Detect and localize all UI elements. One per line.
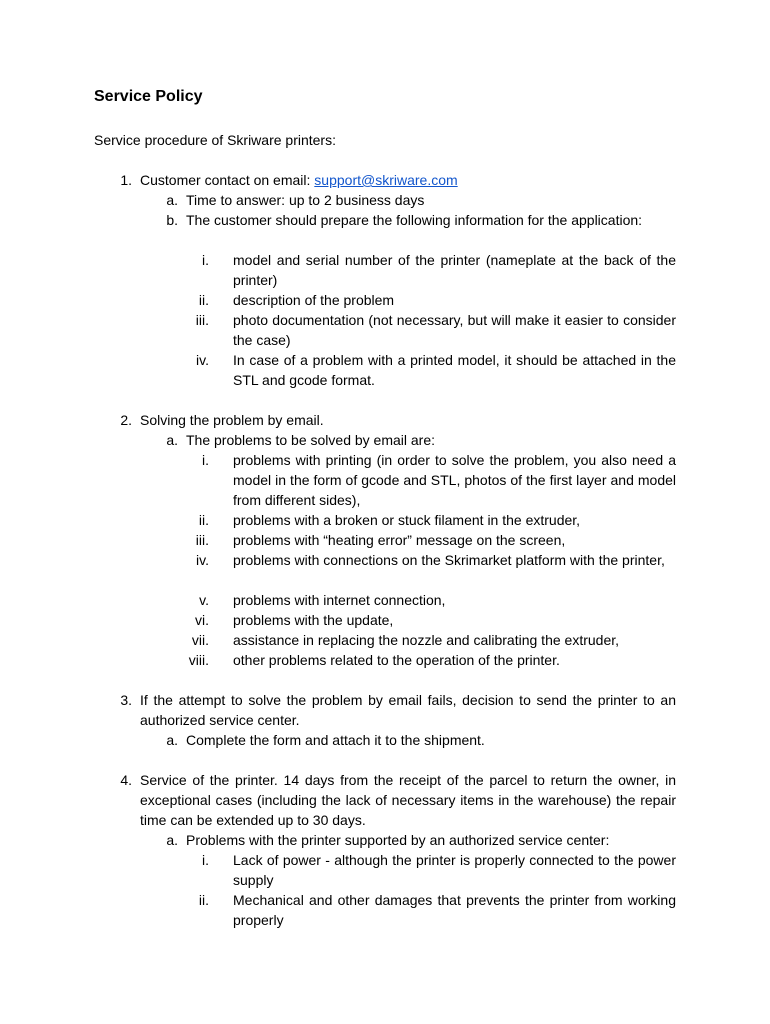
list-marker: ii. [198,512,209,528]
list-item-text: description of the problem [233,292,395,308]
intro-paragraph: Service procedure of Skriware printers: [94,132,336,148]
list-marker: i. [202,252,209,268]
list-item-text: problems with connections on the Skrimarket platform with the printer, [233,552,665,568]
list-marker: v. [199,592,209,608]
list-marker: i. [202,452,209,468]
list-item-text: The problems to be solved by email are: [186,432,436,448]
list-marker: vii. [191,632,209,648]
list-marker: viii. [188,652,209,668]
list-marker: iii. [195,532,209,548]
list-item-text: Lack of power - although the printer is properly connected to the power supply [233,852,676,888]
list-item-text: problems with internet connection, [233,592,446,608]
list-marker: a. [166,432,178,448]
list-item-text [140,170,676,190]
list-item-text: Service of the printer. 14 days from the receipt of the parcel to return the owner, in exceptional cases (including the lack of necessary items in the warehouse) the repair time can be extended up to 30 days. [140,772,676,828]
list-marker: 2. [120,412,132,428]
list-item-text: If the attempt to solve the problem by email fails, decision to send the printer to an authorized service center. [140,692,676,728]
list-marker: ii. [198,292,209,308]
list-item-text: problems with the update, [233,612,394,628]
list-marker: b. [166,212,178,228]
list-marker: ii. [198,892,209,908]
list-item-text: Solving the problem by email. [140,412,324,428]
list-marker: 4. [120,772,132,788]
list-item-text: problems with printing (in order to solve the problem, you also need a model in the form of gcode and STL, photos of the first layer and model from different sides), [233,452,676,508]
list-marker: a. [166,732,178,748]
list-item-text: Time to answer: up to 2 business days [186,192,425,208]
list-item-text: problems with a broken or stuck filament in the extruder, [233,512,581,528]
list-marker: 1. [120,172,132,188]
list-item-text: photo documentation (not necessary, but will make it easier to consider the case) [233,312,676,348]
list-item-text: Mechanical and other damages that prevents the printer from working properly [233,892,676,928]
list-item-text: model and serial number of the printer (nameplate at the back of the printer) [233,252,676,288]
list-marker: a. [166,832,178,848]
list-item-text: The customer should prepare the following information for the application: [186,212,643,228]
list-marker: iii. [195,312,209,328]
list-marker: i. [202,852,209,868]
list-item-text: Complete the form and attach it to the shipment. [186,732,485,748]
list-item-text: In case of a problem with a printed model, it should be attached in the STL and gcode format. [233,352,676,388]
list-item-text: Problems with the printer supported by an authorized service center: [186,832,610,848]
list-marker: vi. [195,612,209,628]
list-marker: a. [166,192,178,208]
document-title: Service Policy [94,88,203,105]
list-marker: iv. [196,352,209,368]
list-item-text: assistance in replacing the nozzle and calibrating the extruder, [233,632,620,648]
list-marker: 3. [120,692,132,708]
list-item-text: problems with “heating error” message on the screen, [233,532,566,548]
list-item-text: other problems related to the operation of the printer. [233,652,560,668]
contact-label: Customer contact on email: [140,172,315,188]
support-email-link[interactable]: support@skriware.com [314,172,458,188]
list-marker: iv. [196,552,209,568]
